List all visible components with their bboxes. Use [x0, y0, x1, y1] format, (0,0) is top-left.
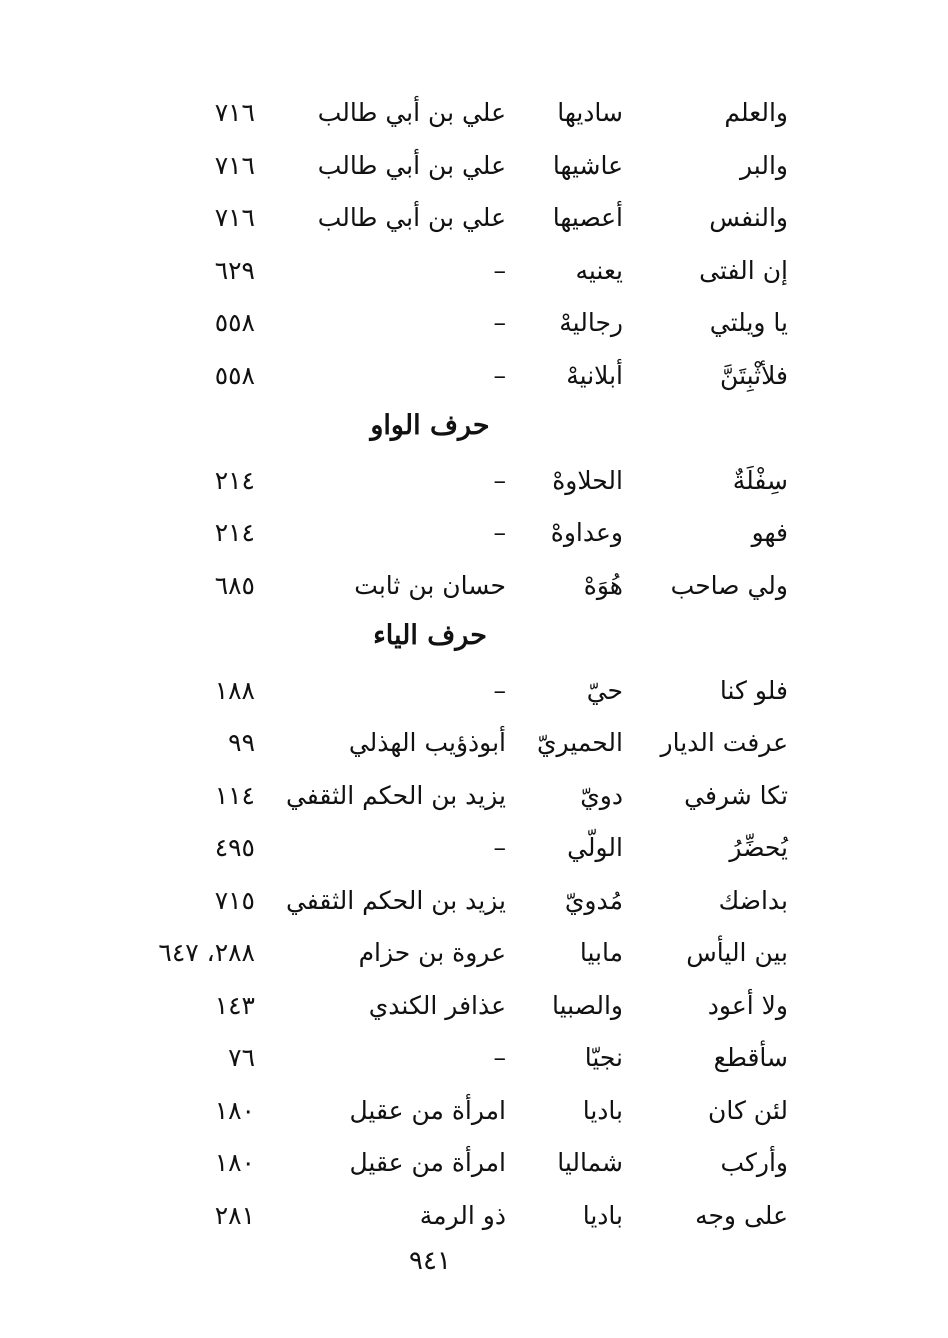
verse-opening: إن الفتى — [699, 255, 788, 285]
poet-name: يزيد بن الحكم الثقفي — [285, 780, 506, 810]
poet-name: عذافر الكندي — [368, 990, 506, 1020]
verse-opening: سِفْلَةٌ — [732, 465, 788, 495]
rhyme-word: الولّي — [567, 833, 623, 862]
poet-name: – — [493, 308, 506, 337]
rhyme-word: أعصيها — [552, 203, 623, 232]
verse-opening: فلو كنا — [719, 675, 788, 705]
rhyme-word: نجيّا — [584, 1043, 623, 1072]
page-reference: ١٨٠ — [214, 1095, 255, 1125]
verse-opening: بين اليأس — [686, 938, 788, 967]
page-reference: ٤٩٥ — [214, 833, 255, 862]
page-reference: ٢٨١ — [214, 1200, 255, 1230]
rhyme-word: والصبيا — [551, 990, 623, 1020]
verse-opening: فلأثْبِتَنَّ — [720, 360, 788, 390]
section-heading-text: حرف الياء — [373, 620, 487, 651]
page-reference: ٢١٤ — [214, 465, 255, 495]
page-number: ٩٤١ — [409, 1246, 451, 1276]
rhyme-word: ساديها — [557, 98, 623, 127]
page-reference: ١٨٨ — [214, 675, 255, 705]
rhyme-word: باديا — [582, 1095, 623, 1125]
poet-name: – — [493, 360, 506, 390]
verse-opening: يا ويلتي — [709, 308, 788, 337]
page-reference: ٦٨٥ — [214, 570, 255, 600]
poet-name: حسان بن ثابت — [354, 570, 506, 600]
index-row — [0, 561, 948, 614]
index-row — [0, 88, 948, 141]
index-row — [0, 141, 948, 194]
poet-name: امرأة من عقيل — [349, 1095, 506, 1125]
index-row — [0, 1033, 948, 1086]
poet-name: علي بن أبي طالب — [317, 150, 506, 180]
rhyme-word: رجاليهْ — [559, 308, 623, 337]
page-reference: ٧١٦ — [214, 150, 255, 180]
rhyme-word: مُدويّ — [564, 885, 623, 915]
page-reference: ٧١٦ — [214, 203, 255, 232]
page-reference: ٧٦ — [228, 1043, 255, 1072]
poet-name: – — [493, 255, 506, 285]
section-heading — [0, 613, 948, 666]
page-reference: ١٨٠ — [214, 1148, 255, 1177]
index-row — [0, 666, 948, 719]
verse-opening: وأركب — [720, 1148, 788, 1177]
rhyme-word: الحميريّ — [536, 728, 623, 757]
verse-opening: فهو — [751, 518, 788, 547]
verse-opening: عرفت الديار — [660, 728, 788, 757]
section-heading-text: حرف الواو — [370, 410, 490, 441]
poet-name: ذو الرمة — [419, 1200, 506, 1230]
verse-opening: والنفس — [709, 203, 788, 232]
rhyme-word: يعنيه — [575, 255, 623, 285]
index-row — [0, 823, 948, 876]
index-row — [0, 193, 948, 246]
index-row — [0, 351, 948, 404]
index-row — [0, 246, 948, 299]
poet-name: علي بن أبي طالب — [317, 98, 506, 127]
poet-name: أبوذؤيب الهذلي — [348, 728, 506, 757]
verse-opening: سأقطع — [713, 1043, 788, 1072]
page-reference: ٥٥٨ — [214, 360, 255, 390]
poet-name: امرأة من عقيل — [349, 1148, 506, 1177]
rhyme-word: أبلانيهْ — [566, 360, 623, 390]
page-reference: ٦٢٩ — [214, 255, 255, 285]
poet-name: – — [493, 465, 506, 495]
rhyme-word: الحلاوهْ — [552, 465, 623, 495]
verse-opening: على وجه — [695, 1200, 788, 1230]
index-row — [0, 298, 948, 351]
page-reference: ١١٤ — [214, 780, 255, 810]
verse-opening: بداضك — [718, 885, 788, 915]
rhyme-word: حيّ — [586, 675, 623, 705]
page-reference: ١٤٣ — [214, 990, 255, 1020]
rhyme-word: عاشيها — [552, 150, 623, 180]
verse-opening: يُحضِّرُ — [729, 833, 788, 862]
rhyme-word: باديا — [582, 1200, 623, 1230]
rhyme-word: هُوَهْ — [583, 570, 623, 600]
index-row — [0, 981, 948, 1034]
poet-name: – — [493, 518, 506, 547]
page-reference: ٧١٦ — [214, 98, 255, 127]
index-row — [0, 771, 948, 824]
index-row — [0, 928, 948, 981]
rhyme-word: وعداوهْ — [550, 518, 623, 547]
verse-opening: والعلم — [724, 98, 788, 127]
rhyme-word: دويّ — [580, 780, 623, 810]
verse-opening: لئن كان — [707, 1095, 788, 1125]
index-row — [0, 876, 948, 929]
verse-opening: ولي صاحب — [670, 570, 788, 600]
page-reference: ٢٨٨، ٦٤٧ — [158, 938, 255, 967]
rhyme-index-table — [0, 88, 948, 1243]
page-reference: ٢١٤ — [214, 518, 255, 547]
poet-name: عروة بن حزام — [358, 938, 506, 967]
verse-opening: تكا شرفي — [684, 780, 788, 810]
page-reference: ٩٩ — [228, 728, 255, 757]
section-heading — [0, 403, 948, 456]
poet-name: – — [493, 833, 506, 862]
poet-name: يزيد بن الحكم الثقفي — [285, 885, 506, 915]
page-reference: ٧١٥ — [214, 885, 255, 915]
index-row — [0, 456, 948, 509]
poet-name: – — [493, 1043, 506, 1072]
index-row — [0, 1191, 948, 1244]
verse-opening: والبر — [740, 150, 788, 180]
poet-name: – — [493, 675, 506, 705]
rhyme-word: مابيا — [579, 938, 623, 967]
index-row — [0, 1138, 948, 1191]
page-reference: ٥٥٨ — [214, 308, 255, 337]
index-row — [0, 508, 948, 561]
index-row — [0, 1086, 948, 1139]
rhyme-word: شماليا — [557, 1148, 623, 1177]
index-row — [0, 718, 948, 771]
verse-opening: ولا أعود — [707, 990, 788, 1020]
poet-name: علي بن أبي طالب — [317, 203, 506, 232]
